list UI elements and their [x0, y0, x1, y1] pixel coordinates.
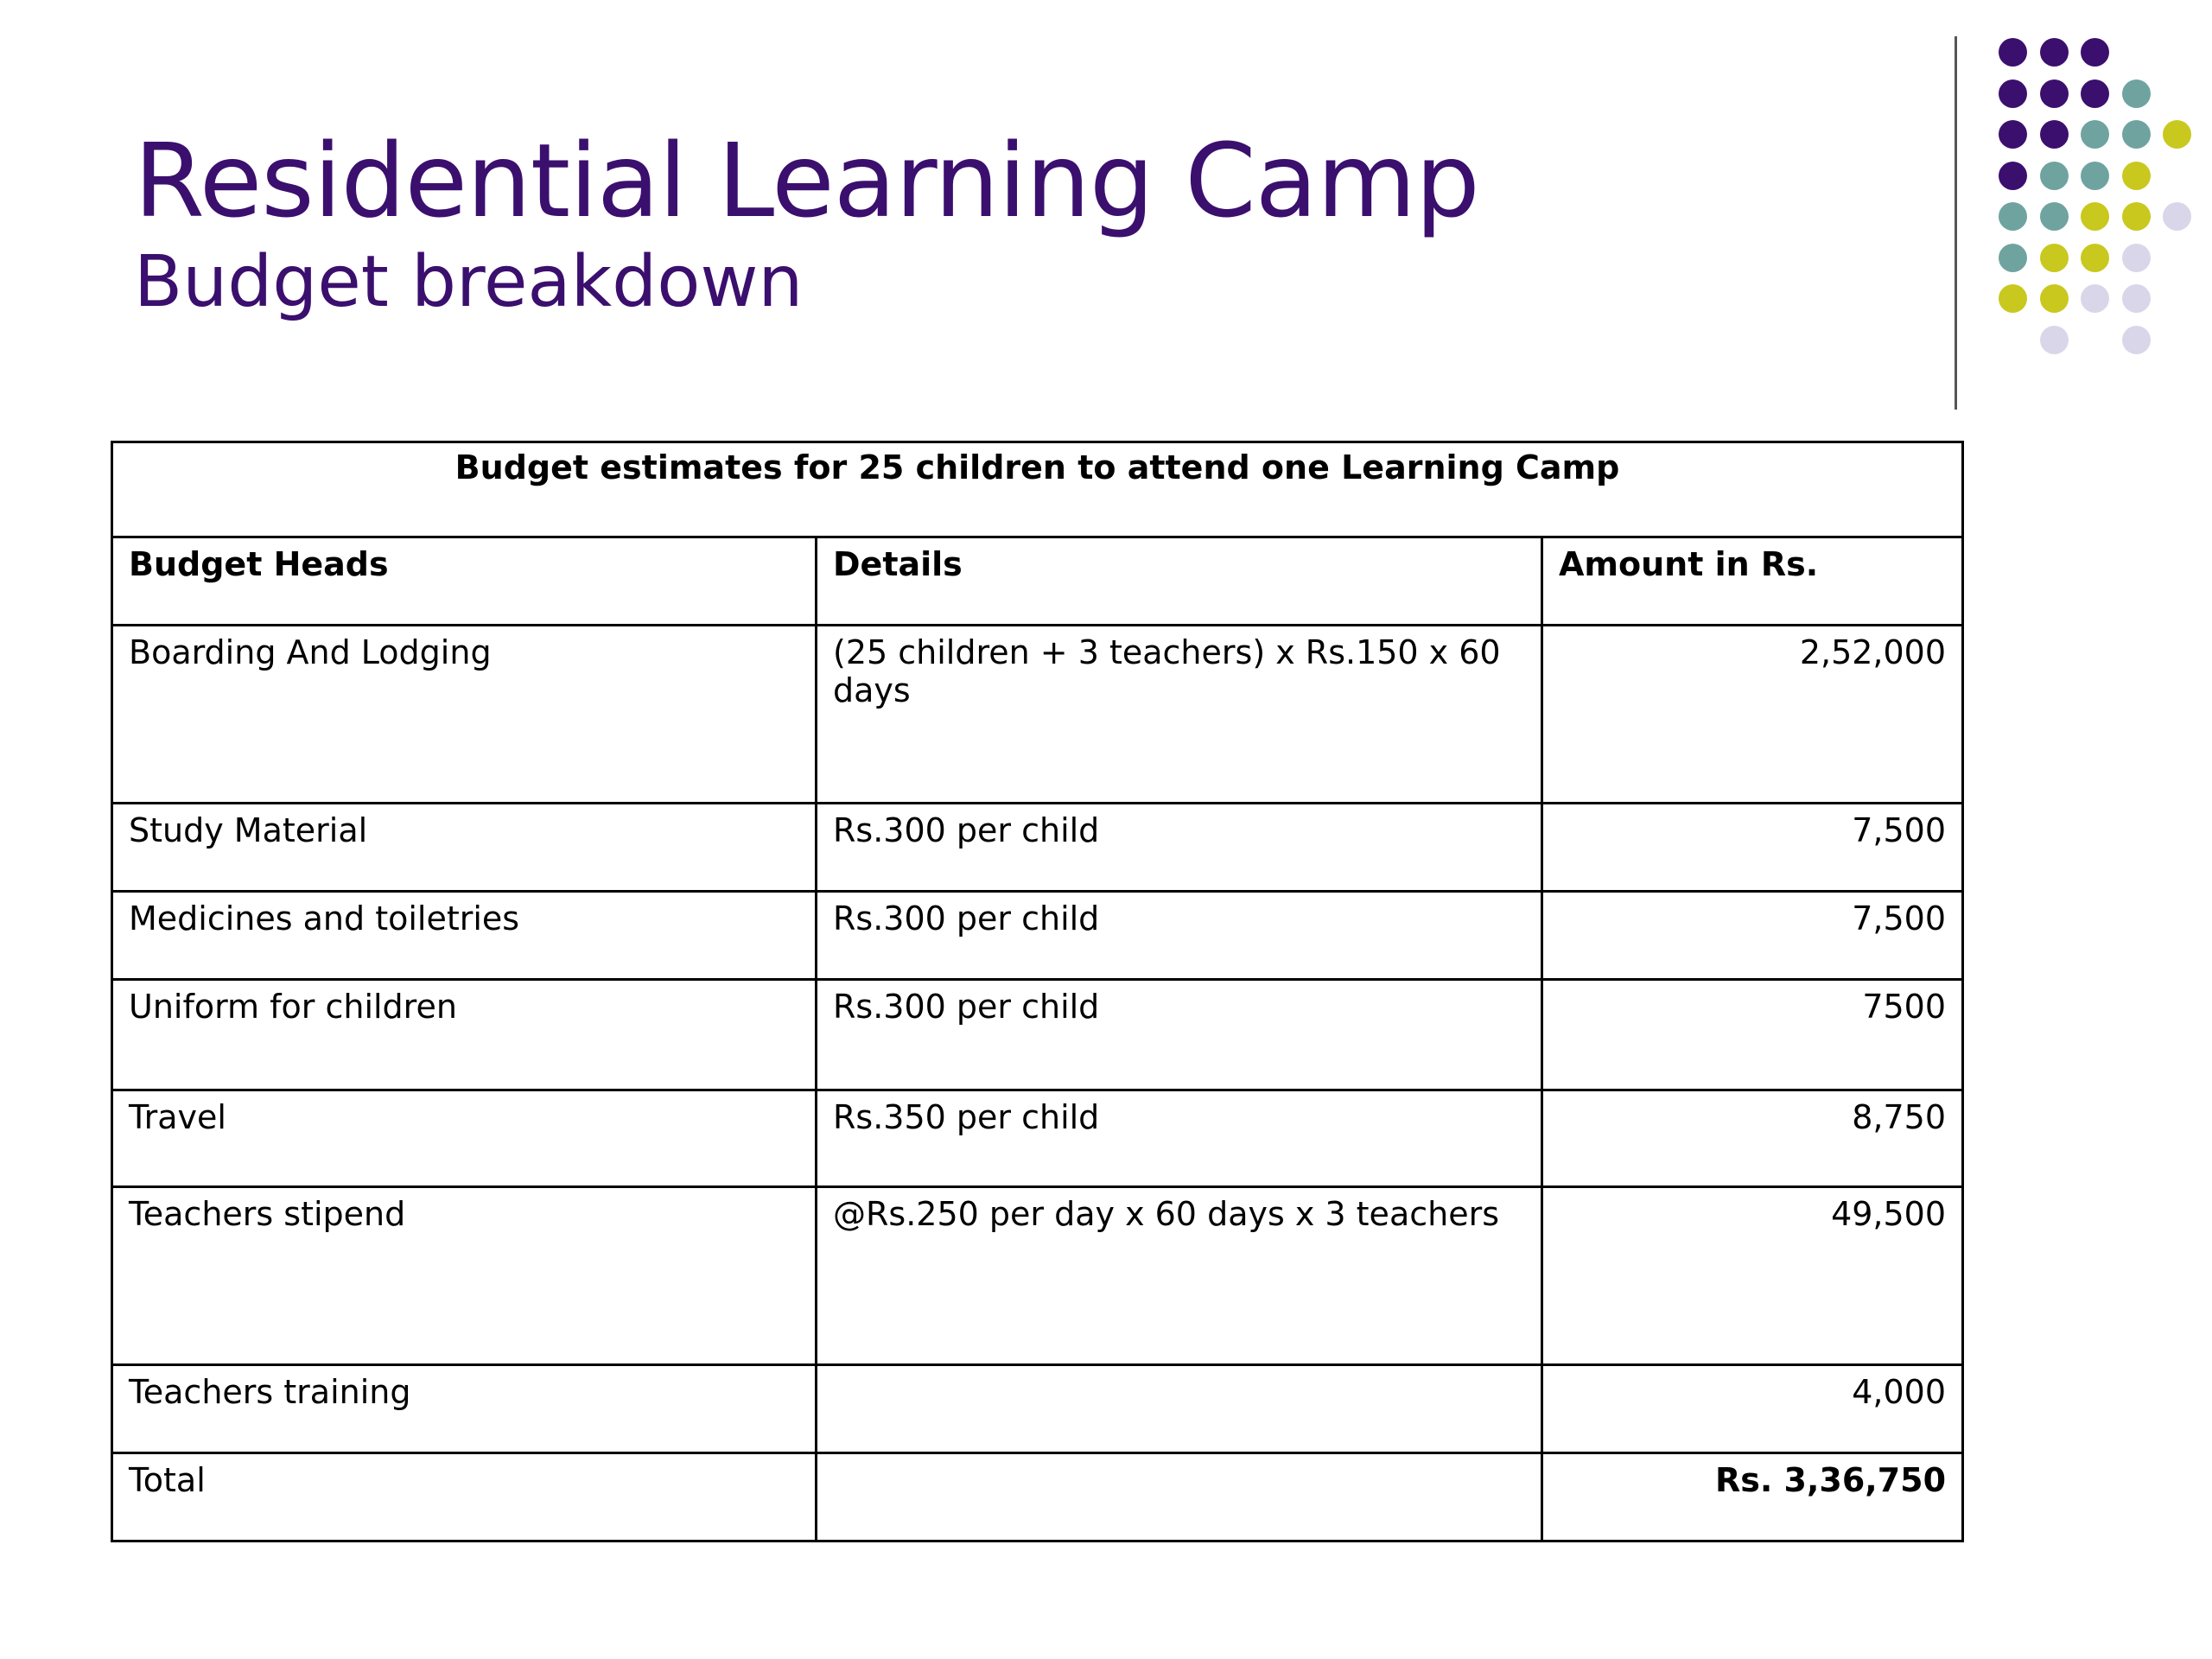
slide-subtitle: Budget breakdown: [134, 241, 804, 323]
header-budget-heads: Budget Heads: [112, 537, 817, 626]
cell-head: Study Material: [112, 804, 817, 892]
cell-details: Rs.300 per child: [817, 980, 1542, 1090]
decorative-dot: [2081, 244, 2109, 272]
cell-head: Boarding And Lodging: [112, 626, 817, 804]
table-caption: Budget estimates for 25 children to attend one Learning Camp: [112, 442, 1963, 537]
table-row: [112, 892, 1963, 980]
decorative-dot: [2122, 162, 2151, 190]
cell-details: Rs.350 per child: [817, 1090, 1542, 1187]
decorative-dot: [2122, 284, 2151, 313]
table-row: [112, 804, 1963, 892]
table-row: [112, 1090, 1963, 1187]
cell-amount: 2,52,000: [1542, 626, 1963, 804]
decorative-dot: [2040, 244, 2069, 272]
cell-details: Rs.300 per child: [817, 892, 1542, 980]
decorative-dot: [2122, 120, 2151, 149]
table-row: [112, 1365, 1963, 1453]
decorative-dot: [2040, 202, 2069, 231]
decorative-dot: [2122, 202, 2151, 231]
decorative-dot: [1999, 79, 2027, 108]
table-row: [112, 980, 1963, 1090]
budget-table: [111, 441, 1964, 1542]
decorative-dot: [1999, 38, 2027, 67]
table-total-row: [112, 1453, 1963, 1541]
cell-total-label: Total: [112, 1453, 817, 1541]
decorative-dot: [2122, 326, 2151, 354]
cell-head: Travel: [112, 1090, 817, 1187]
cell-details: @Rs.250 per day x 60 days x 3 teachers: [817, 1187, 1542, 1365]
title-block: [134, 121, 1479, 323]
decorative-dot: [1999, 162, 2027, 190]
cell-details: [817, 1453, 1542, 1541]
cell-amount: 8,750: [1542, 1090, 1963, 1187]
decorative-dot: [2081, 79, 2109, 108]
cell-amount: 7,500: [1542, 804, 1963, 892]
decorative-dot: [2163, 202, 2191, 231]
decorative-dot: [2040, 79, 2069, 108]
decorative-dot: [2040, 284, 2069, 313]
decorative-dot: [2081, 120, 2109, 149]
decorative-dot: [2040, 326, 2069, 354]
cell-head: Teachers training: [112, 1365, 817, 1453]
decorative-dot: [1999, 120, 2027, 149]
cell-head: Uniform for children: [112, 980, 817, 1090]
decorative-dot: [2163, 120, 2191, 149]
cell-details: [817, 1365, 1542, 1453]
cell-head: Teachers stipend: [112, 1187, 817, 1365]
decorative-dot: [2122, 79, 2151, 108]
decorative-dot: [2081, 202, 2109, 231]
decorative-dot: [2081, 162, 2109, 190]
vertical-divider: [1955, 36, 1957, 410]
cell-head: Medicines and toiletries: [112, 892, 817, 980]
table-row: [112, 626, 1963, 804]
table-header-row: [112, 537, 1963, 626]
decorative-dot: [2040, 120, 2069, 149]
decorative-dot: [1999, 244, 2027, 272]
cell-amount: 49,500: [1542, 1187, 1963, 1365]
decorative-dot: [2081, 284, 2109, 313]
header-details: Details: [817, 537, 1542, 626]
table-caption-row: [112, 442, 1963, 537]
cell-amount: 7,500: [1542, 892, 1963, 980]
decorative-dot: [2040, 38, 2069, 67]
table-row: [112, 1187, 1963, 1365]
decorative-dot: [2122, 244, 2151, 272]
decorative-dot: [1999, 284, 2027, 313]
decorative-dot: [1999, 202, 2027, 231]
decorative-dot: [2040, 162, 2069, 190]
decorative-dot: [2081, 38, 2109, 67]
cell-amount: 7500: [1542, 980, 1963, 1090]
cell-amount: 4,000: [1542, 1365, 1963, 1453]
cell-details: Rs.300 per child: [817, 804, 1542, 892]
header-amount: Amount in Rs.: [1542, 537, 1963, 626]
cell-details: (25 children + 3 teachers) x Rs.150 x 60 days: [817, 626, 1542, 804]
cell-total-amount: Rs. 3,36,750: [1542, 1453, 1963, 1541]
slide-title: Residential Learning Camp: [134, 121, 1479, 240]
